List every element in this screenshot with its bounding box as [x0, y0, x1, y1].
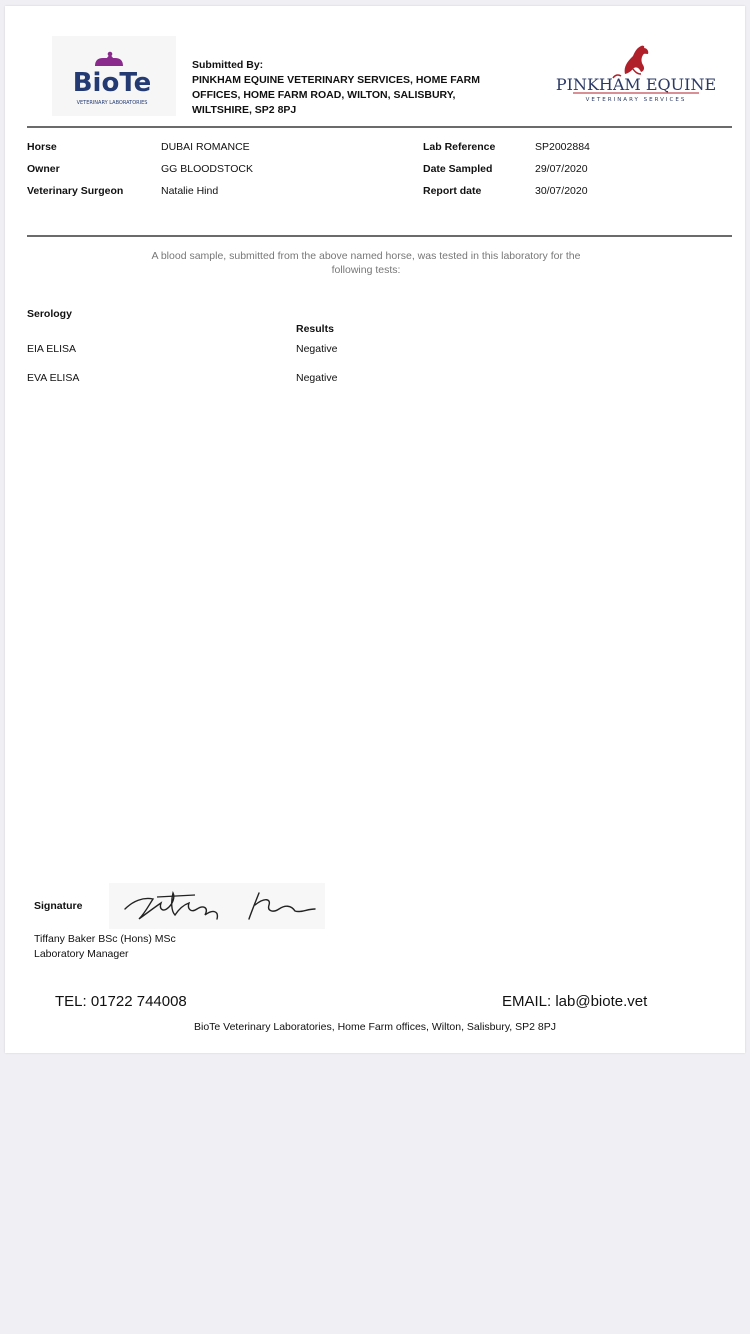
submitted-by-block — [192, 58, 512, 118]
pinkham-logo-text: PINKHAM EQUINE — [555, 75, 717, 94]
owner-label: Owner — [27, 163, 60, 175]
signatory-name: Tiffany Baker BSc (Hons) MSc — [34, 933, 176, 945]
date-sampled-label: Date Sampled — [423, 163, 493, 175]
signature-label: Signature — [34, 900, 83, 912]
biote-logo-subtext: VETERINARY LABORATORIES — [76, 100, 148, 106]
pinkham-equine-logo — [555, 40, 717, 108]
info-divider — [27, 235, 732, 237]
signature-image — [109, 883, 325, 929]
vet-surgeon-value: Natalie Hind — [161, 185, 219, 197]
results-header: Results — [296, 323, 334, 335]
test-name: EIA ELISA — [27, 343, 77, 355]
owner-value: GG BLOODSTOCK — [161, 163, 253, 175]
vet-surgeon-label: Veterinary Surgeon — [27, 185, 124, 197]
lab-reference-label: Lab Reference — [423, 141, 496, 153]
test-result: Negative — [296, 343, 338, 355]
footer-telephone: TEL: 01722 744008 — [55, 993, 187, 1010]
submitted-by-address: PINKHAM EQUINE VETERINARY SERVICES, HOME FARM OFFICES, HOME FARM ROAD, WILTON, SALISBURY, WILTSHIRE, SP2 8PJ — [192, 74, 481, 116]
signatory-title: Laboratory Manager — [34, 948, 129, 960]
pinkham-logo-subtext: VETERINARY SERVICES — [585, 97, 687, 103]
biote-logo-text: BioTe — [72, 68, 152, 98]
footer-email: EMAIL: lab@biote.vet — [502, 993, 648, 1010]
report-date-value: 30/07/2020 — [535, 185, 588, 197]
report-date-label: Report date — [423, 185, 482, 197]
test-result: Negative — [296, 372, 338, 384]
header-divider — [27, 126, 732, 128]
date-sampled-value: 29/07/2020 — [535, 163, 588, 175]
submitted-by-label: Submitted By: — [192, 59, 264, 71]
horse-label: Horse — [27, 141, 57, 153]
test-name: EVA ELISA — [27, 372, 80, 384]
lab-reference-value: SP2002884 — [535, 141, 590, 153]
intro-text: A blood sample, submitted from the above named horse, was tested in this laboratory for the following tests: — [151, 250, 581, 276]
serology-title: Serology — [27, 308, 72, 320]
horse-value: DUBAI ROMANCE — [161, 141, 250, 153]
footer-address: BioTe Veterinary Laboratories, Home Farm offices, Wilton, Salisbury, SP2 8PJ — [193, 1021, 556, 1033]
report-page — [5, 6, 745, 1053]
biote-logo — [52, 36, 176, 116]
horse-icon — [555, 40, 717, 108]
signatory-block — [34, 932, 176, 962]
